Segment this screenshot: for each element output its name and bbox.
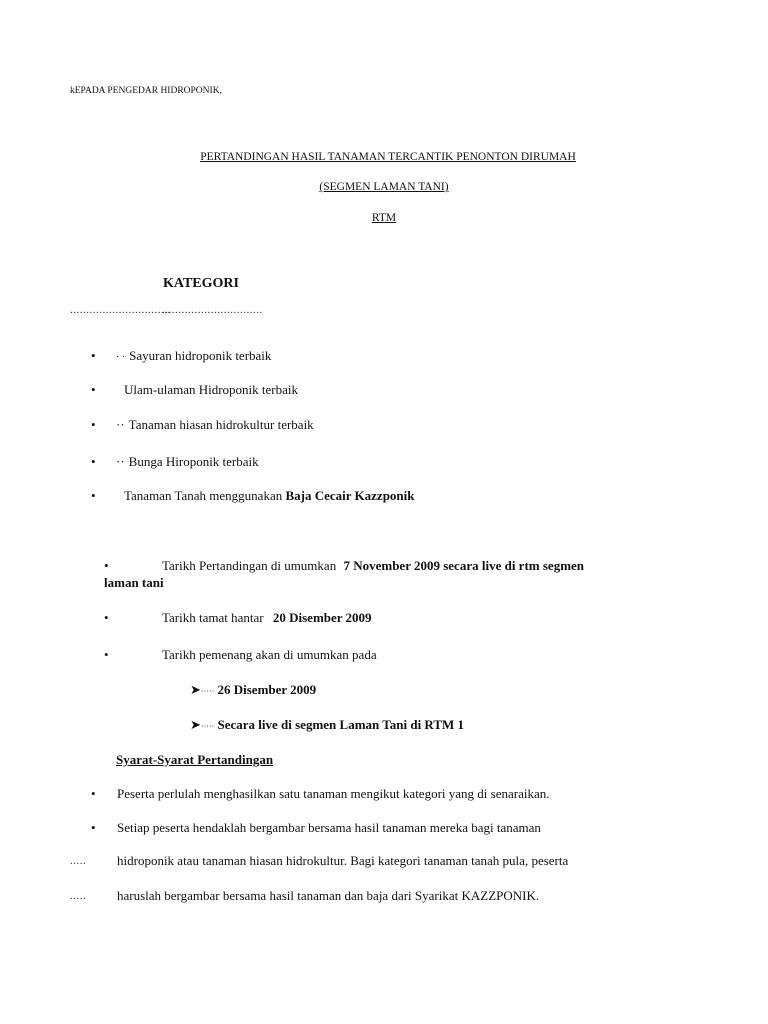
- bullet-icon: •: [91, 454, 96, 469]
- bullet-icon: •: [104, 647, 109, 662]
- rule-item: Setiap peserta hendaklah bergambar bersama hasil tanaman mereka bagi tanaman: [117, 820, 541, 835]
- bullet-icon: •: [91, 488, 96, 503]
- rule-continuation: haruslah bergambar bersama hasil tanaman dan baja dari Syarikat KAZZPONIK.: [117, 888, 540, 903]
- category-item: ·· Tanaman hiasan hidrokultur terbaik: [116, 417, 314, 432]
- bullet-icon: •: [91, 348, 96, 363]
- bullet-icon: •: [104, 558, 109, 573]
- bullet-icon: •: [91, 820, 96, 835]
- title-line-2: [0, 181, 768, 193]
- title-line-3: [0, 212, 768, 224]
- heading-underline-spacer: [70, 752, 116, 768]
- date-item: Tarikh tamat hantar 20 Disember 2009: [162, 610, 372, 625]
- date-item: Tarikh Pertandingan di umumkan 7 November 2009 secara live di rtm segmen: [162, 558, 585, 573]
- title-text-3: RTM: [371, 212, 397, 224]
- bullet-icon: •: [91, 786, 96, 801]
- arrow-icon: ➤: [190, 717, 201, 732]
- recipient-line: kEPADA PENGEDAR HIDROPONIK,: [70, 86, 222, 96]
- rule-item: Peserta perlulah menghasilkan satu tanaman mengikut kategori yang di senaraikan.: [117, 786, 550, 801]
- syarat-heading: Syarat-Syarat Pertandingan: [70, 752, 273, 768]
- title-text-1: PERTANDINGAN HASIL TANAMAN TERCANTIK PENONTON DIRUMAH: [200, 151, 576, 163]
- sub-item: ➤····· 26 Disember 2009: [190, 682, 317, 697]
- kategori-heading: KATEGORI: [163, 276, 239, 291]
- category-item: · · Sayuran hidroponik terbaik: [116, 348, 272, 363]
- date-item-continuation: laman tani: [104, 575, 164, 590]
- category-item: Ulam-ulaman Hidroponik terbaik: [124, 382, 299, 397]
- bullet-icon: •: [104, 610, 109, 625]
- rule-continuation: hidroponik atau tanaman hiasan hidrokultur. Bagi kategori tanaman tanah pula, peserta: [117, 853, 569, 868]
- date-item: Tarikh pemenang akan di umumkan pada: [162, 647, 377, 662]
- title-text-2: (SEGMEN LAMAN TANI): [319, 181, 449, 193]
- sub-item: ➤····· Secara live di segmen Laman Tani di RTM 1: [190, 717, 465, 732]
- category-item: Tanaman Tanah menggunakan Baja Cecair Kazzponik: [124, 488, 415, 503]
- title-line-1: [0, 151, 768, 163]
- continuation-dots: .....: [70, 855, 87, 867]
- continuation-dots: .....: [70, 890, 87, 902]
- bullet-icon: •: [91, 382, 96, 397]
- dot-leader-1: ...............................: [70, 304, 171, 316]
- category-item: ·· Bunga Hiroponik terbaik: [116, 454, 259, 469]
- bullet-icon: •: [91, 417, 96, 432]
- arrow-icon: ➤: [190, 682, 201, 697]
- dot-leader-2: ...............................: [162, 304, 263, 316]
